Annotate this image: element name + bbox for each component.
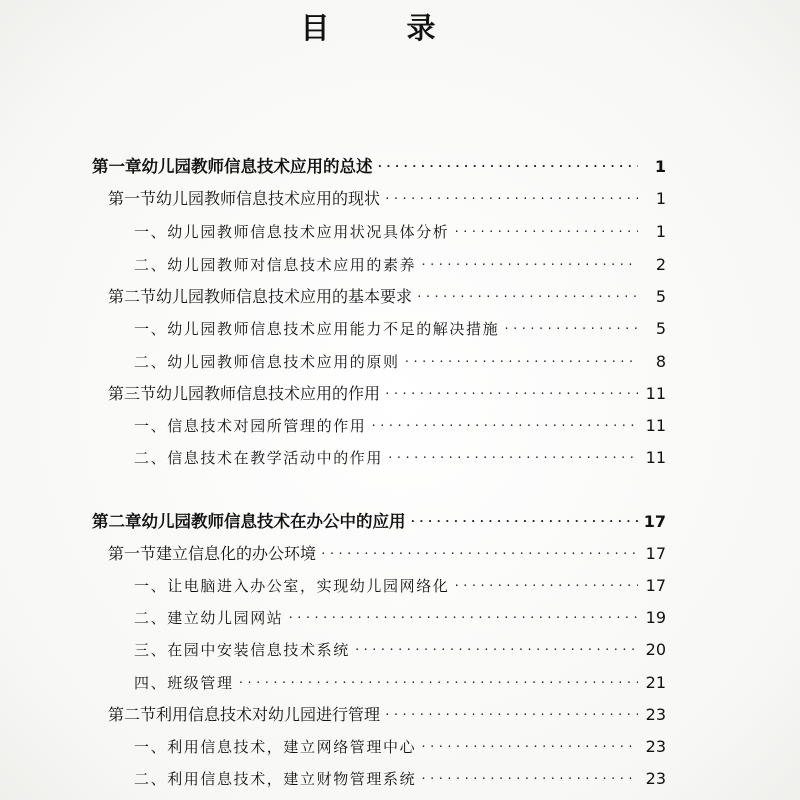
page-number: 11 xyxy=(645,416,666,435)
page-number: 17 xyxy=(643,512,666,531)
section-number: 第二节 xyxy=(108,287,157,306)
dot-leader xyxy=(420,766,638,792)
toc-section-2-2[interactable] xyxy=(108,702,666,728)
page-number: 11 xyxy=(645,448,666,467)
chapter-title: 幼儿园教师信息技术应用的总述 xyxy=(141,157,373,176)
dot-leader xyxy=(384,702,638,728)
dot-leader xyxy=(384,381,638,407)
item-title: 一、幼儿园教师信息技术应用能力不足的解决措施 xyxy=(134,320,500,338)
dot-leader xyxy=(384,186,638,212)
section-title: 幼儿园教师信息技术应用的现状 xyxy=(156,189,381,208)
toc-item-2-2-2[interactable] xyxy=(134,766,666,792)
toc-chapter-1[interactable] xyxy=(92,154,666,180)
dot-leader xyxy=(503,316,638,342)
item-title: 二、建立幼儿园网站 xyxy=(134,609,284,627)
dot-leader xyxy=(354,637,638,663)
toc-item-1-2-1[interactable] xyxy=(134,316,666,342)
dot-leader xyxy=(420,252,638,278)
dot-leader xyxy=(416,284,638,310)
page-number: 2 xyxy=(655,255,666,274)
page-number: 23 xyxy=(645,769,666,788)
page-number: 8 xyxy=(655,352,666,371)
page-number: 20 xyxy=(645,640,666,659)
toc-item-2-2-1[interactable] xyxy=(134,734,666,760)
item-title: 二、幼儿园教师信息技术应用的原则 xyxy=(134,353,400,371)
page-number: 21 xyxy=(645,673,666,692)
item-title: 一、幼儿园教师信息技术应用状况具体分析 xyxy=(134,223,450,241)
section-number: 第二节 xyxy=(108,705,157,724)
toc-item-2-1-2[interactable] xyxy=(134,605,666,631)
page-number: 17 xyxy=(645,544,666,563)
chapter-number: 第一章 xyxy=(92,157,142,176)
toc-item-1-2-2[interactable] xyxy=(134,349,666,375)
chapter-number: 第二章 xyxy=(92,512,142,531)
page-number: 5 xyxy=(655,287,666,306)
dot-leader xyxy=(404,349,638,375)
page-number: 23 xyxy=(645,705,666,724)
section-number: 第三节 xyxy=(108,384,157,403)
page-number: 19 xyxy=(645,608,666,627)
page-number: 1 xyxy=(655,222,666,241)
page-number: 1 xyxy=(655,189,666,208)
dot-leader xyxy=(387,445,638,471)
page-number: 1 xyxy=(654,157,666,176)
dot-leader xyxy=(420,734,638,760)
toc-item-2-1-4[interactable] xyxy=(134,670,666,696)
toc-section-1-2[interactable] xyxy=(108,284,666,310)
section-number: 第一节 xyxy=(108,544,157,563)
item-title: 四、班级管理 xyxy=(134,674,234,692)
item-title: 二、利用信息技术，建立财物管理系统 xyxy=(134,770,417,788)
page-number: 17 xyxy=(645,576,666,595)
page-title: 目 录 xyxy=(300,11,460,45)
section-title: 幼儿园教师信息技术应用的基本要求 xyxy=(156,287,413,306)
section-title: 幼儿园教师信息技术应用的作用 xyxy=(156,384,381,403)
page-number: 23 xyxy=(645,737,666,756)
section-title: 利用信息技术对幼儿园进行管理 xyxy=(156,705,381,724)
toc-section-1-3[interactable] xyxy=(108,381,666,407)
toc-item-2-1-1[interactable] xyxy=(134,573,666,599)
dot-leader xyxy=(377,154,639,180)
dot-leader xyxy=(453,219,638,245)
page-number: 5 xyxy=(655,319,666,338)
toc-item-1-1-2[interactable] xyxy=(134,252,666,278)
item-title: 一、信息技术对园所管理的作用 xyxy=(134,417,367,435)
dot-leader xyxy=(238,670,638,696)
item-title: 一、让电脑进入办公室，实现幼儿园网络化 xyxy=(134,577,450,595)
item-title: 二、幼儿园教师对信息技术应用的素养 xyxy=(134,256,417,274)
dot-leader xyxy=(320,541,638,567)
dot-leader xyxy=(453,573,638,599)
item-title: 一、利用信息技术，建立网络管理中心 xyxy=(134,738,417,756)
toc-item-1-3-2[interactable] xyxy=(134,445,666,471)
dot-leader xyxy=(370,413,638,439)
section-number: 第一节 xyxy=(108,189,157,208)
dot-leader xyxy=(287,605,638,631)
item-title: 二、信息技术在教学活动中的作用 xyxy=(134,449,384,467)
chapter-title: 幼儿园教师信息技术在办公中的应用 xyxy=(141,512,406,531)
section-title: 建立信息化的办公环境 xyxy=(156,544,317,563)
toc-item-1-1-1[interactable] xyxy=(134,219,666,245)
toc-item-2-1-3[interactable] xyxy=(134,637,666,663)
dot-leader xyxy=(410,509,639,535)
toc-section-2-1[interactable] xyxy=(108,541,666,567)
toc-section-1-1[interactable] xyxy=(108,186,666,212)
toc-chapter-2[interactable] xyxy=(92,509,666,535)
item-title: 三、在园中安装信息技术系统 xyxy=(134,641,350,659)
toc-item-1-3-1[interactable] xyxy=(134,413,666,439)
page-number: 11 xyxy=(645,384,666,403)
